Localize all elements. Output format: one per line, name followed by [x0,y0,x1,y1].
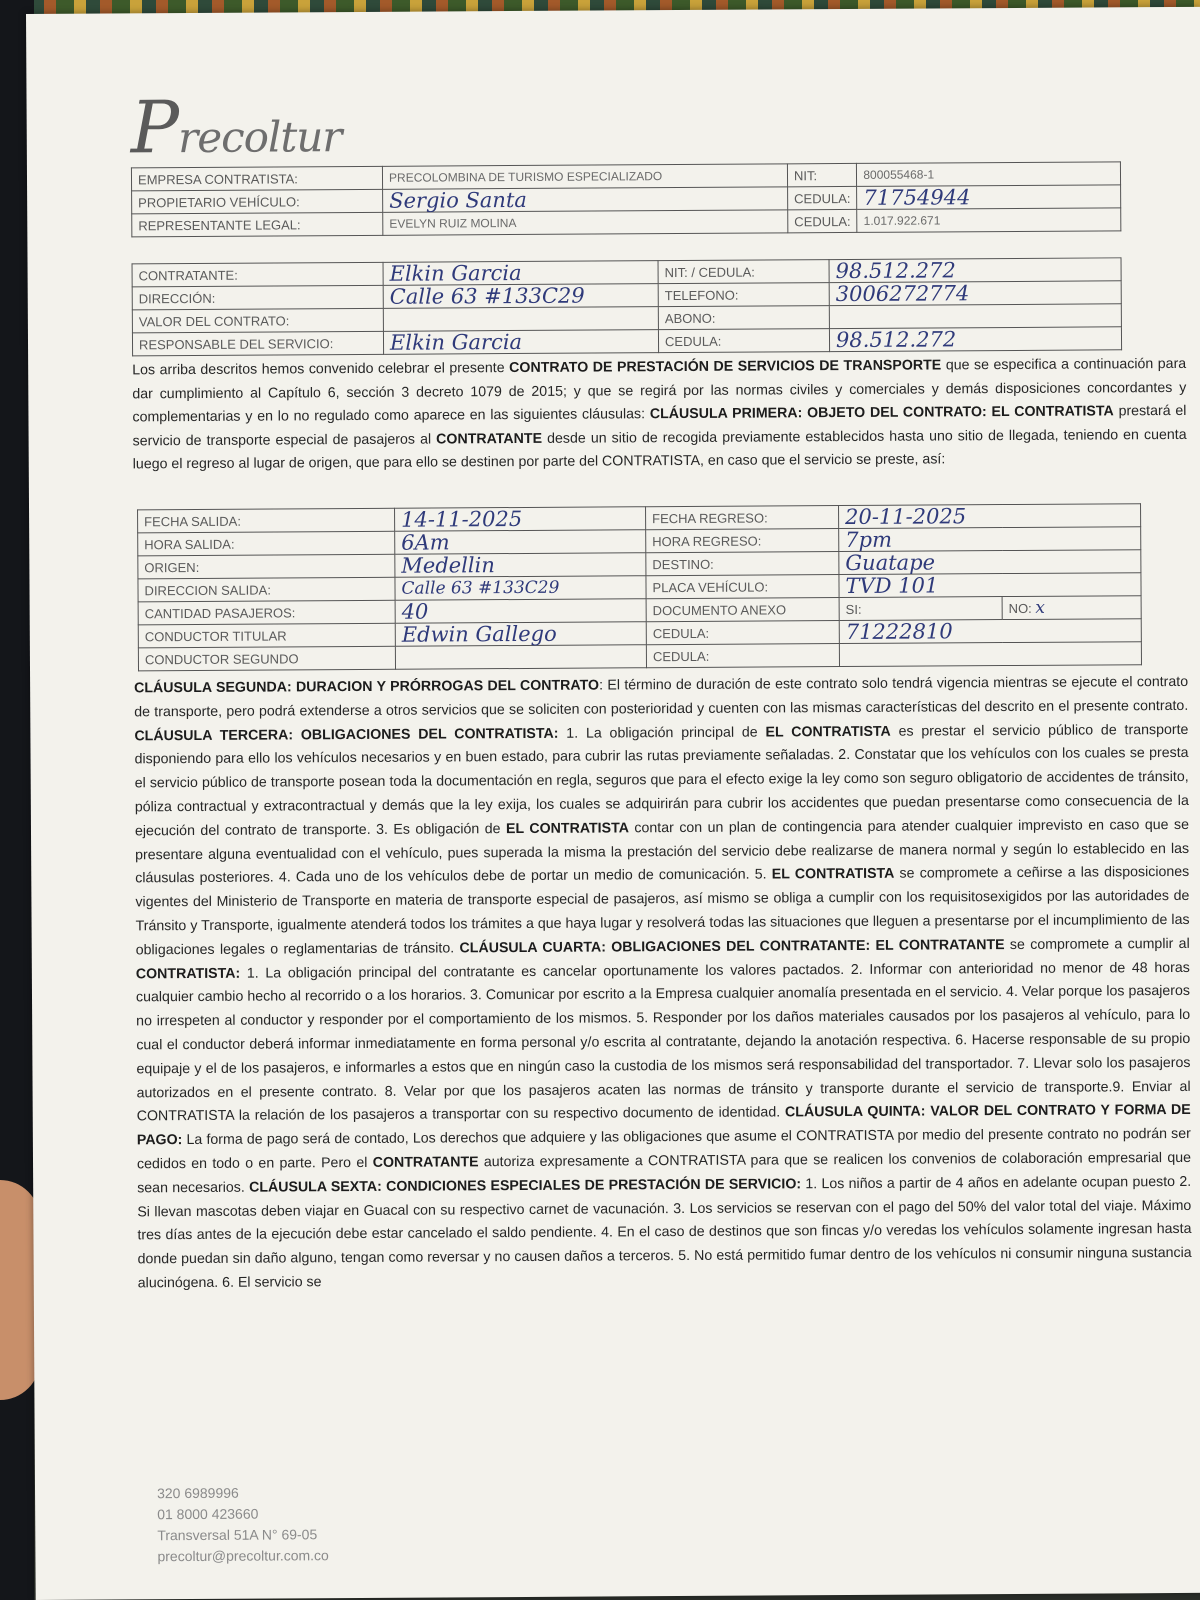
field-label: TELEFONO: [658,283,829,307]
field-label: PLACA VEHÍCULO: [646,575,839,599]
field-label: EMPRESA CONTRATISTA: [131,166,382,191]
field-value: EVELYN RUIZ MOLINA [383,210,788,235]
company-logo: Precoltur [130,85,342,170]
client-table [132,257,1123,356]
text: : El término de duración de este contrato solo tendrá vigencia mientras se ejecute el contrato de transporte, pero podrá extenderse a otros servicios que se soliciten con posterioridad y cuenten con las mismas características del descrito en el presente contrato. [134,673,1189,721]
field-label: CANTIDAD PASAJEROS: [138,600,395,625]
address: Transversal 51A N° 69-05 [157,1526,318,1544]
clause-heading: CLÁUSULA TERCERA: OBLIGACIONES DEL CONTRATISTA: [134,725,559,744]
field-label: CEDULA: [788,209,857,232]
field-label: VALOR DEL CONTRATO: [132,308,383,333]
field-label: REPRESENTANTE LEGAL: [132,212,383,237]
text: contar con un plan de contingencia para atender cualquier imprevisto en caso que se presentare alguna eventualidad con el vehículo, pues superada la misma la prestación del servicio debe realizarse de manera normal y según lo establecido en las cláusulas posteriores. 4. Cada uno de los vehículos debe de portar un medio de comunicación. 5. [135,816,1190,887]
handwritten-value: 7pm [839,527,1141,552]
handwritten-value: 71754944 [857,185,1121,210]
text: es prestar el servicio público de transporte disponiendo para ello los vehículos necesarios y en buen estado, para cubrir las rutas previamente señaladas. 2. Constatar que los vehículos con los cuales se presta el servicio público de transporte posean toda la documentación en regla, seguros que para el efecto exige la ley como son seguro obligatorio de accidentes de tránsito, póliza contractual y extracontractual y demás que la ley exija, los cuales se adquirirán para cubrir los accidentes que puedan presentarse como consecuencia de la ejecución del contrato de transporte. 3. Es obligación de [134,721,1189,840]
field-label: CONTRATANTE: [132,262,383,287]
field-label: CEDULA: [646,644,839,668]
contract-page [26,7,1200,1600]
handwritten-value: 14-11-2025 [395,507,646,532]
table-row [132,327,1121,356]
field-label: CONDUCTOR TITULAR [138,623,395,648]
field-value [839,642,1141,667]
text: que se especifica a continuación para dar cumplimiento al Capítulo 6, sección 3 decreto 1079 de 2015; y que se regirá por las normas civiles y comerciales y demás disposiciones concordantes y complementarias y en lo no regulado como aparece en las siguientes cláusulas: [132,355,1187,426]
text: 1. La obligación principal del contratante es cancelar oportunamente los valores pactados. 2. Informar con anterioridad no menor de 48 horas cualquier cambio hecho al recorrido o a los horarios. 3. Comunicar por escrito a la Empresa cualquier anomalía presentada en el servicio. 4. Velar porque los pasajeros no irrespeten al conductor y responder por el comportamiento de los mismos. 5. Responder por los daños materiales causados por los pasajeros al vehículo, para lo cual el conductor deberá informar inmediatamente en forma personal y/o escrita al contratante, dejando la anotación respectiva. 6. Hacerse responsable de su propio equipaje y el de los pasajeros, e informarles a estos que en ningún caso la custodia de los mismos será responsabilidad del transportador. 7. Llevar solo los pasajeros autorizados en el presente contrato. 8. Velar por que los pasajeros acaten las normas de tránsito y transporte durante el servicio de transporte.9. Enviar al CONTRATISTA la relación de los pasajeros a transportar con su respectivo documento de identidad. [135,959,1191,1125]
field-label: RESPONSABLE DEL SERVICIO: [132,331,383,356]
field-label: ABONO: [658,306,829,330]
phone-toll-free: 01 8000 423660 [157,1505,259,1523]
handwritten-value: Sergio Santa [383,187,788,212]
company-table [131,161,1121,237]
clause-heading: CLÁUSULA SEXTA: CONDICIONES ESPECIALES DE PRESTACIÓN DE SERVICIO: [248,1176,802,1196]
field-label: DIRECCION SALIDA: [138,577,395,602]
handwritten-value: TVD 101 [839,573,1141,598]
text: Los arriba descritos hemos convenido celebrar el presente [132,360,510,379]
handwritten-value: Calle 63 #133C29 [395,576,646,601]
email: precoltur@precoltur.com.co [157,1547,329,1565]
field-value: 800055468-1 [857,162,1121,187]
bold-text: CONTRATO DE PRESTACIÓN DE SERVICIOS DE TRANSPORTE [509,357,942,377]
handwritten-value: Guatape [839,550,1141,575]
field-value: PRECOLOMBINA DE TURISMO ESPECIALIZADO [382,164,787,189]
text: se compromete a ceñirse a las disposiciones vigentes del Ministerio de Transporte en materia de transporte especial de pasajeros, así mismo se obliga a cumplir con los requisitosexigidos por las autoridades de Tránsito y Transporte, igualmente atenderá todos los trámites a que haya lugar y resolverá todas las situaciones que lleguen a presentarse por el incumplimiento de las obligaciones legales o reglamentarias de tránsito. [135,864,1190,959]
field-label: NIT: / CEDULA: [658,260,829,284]
handwritten-value: 71222810 [839,619,1141,644]
text: 1. Los niños a partir de 4 años en adelante ocupan puesto 2. Si llevan mascotas deben viajar en Guacal con su respectivo carnet de vacunación. 3. Los servicios se reservan con el pago del 50% del valor total del viaje. Máximo tres días antes de la ejecución debe estar cancelado el saldo pendiente. 4. En el caso de destinos que son fincas y/o veredas los vehículos solamente ingresan hasta donde puedan sin daño alguno, tengan como reversar y no causen daños a terceros. 5. No está permitido fumar dentro de los vehículos ni consumir ninguna sustancia alucinógena. 6. El servicio se [137,1173,1192,1292]
field-value [395,645,646,670]
bold-text: CONTRATISTA: [135,965,241,982]
handwritten-value: Elkin Garcia [383,261,658,286]
intro-paragraph [132,353,1187,477]
handwritten-value: Elkin Garcia [383,330,658,355]
text: prestará el servicio de transporte especial de pasajeros al [132,403,1187,450]
anexo-no [1002,596,1141,620]
handwritten-value: 20-11-2025 [839,504,1141,529]
table-row [138,642,1141,671]
handwritten-value: 3006272774 [829,281,1121,306]
field-label: DESTINO: [646,552,839,576]
clause-heading: CLÁUSULA CUARTA: OBLIGACIONES DEL CONTRATANTE: EL CONTRATANTE [459,936,1005,957]
field-label: CEDULA: [658,329,829,353]
field-label: DIRECCIÓN: [132,285,383,310]
field-value: 1.017.922.671 [857,208,1121,233]
bold-text: EL CONTRATISTA [765,723,891,741]
field-label: ORIGEN: [138,554,395,579]
field-label: CEDULA: [646,621,839,645]
anexo-si: SI: [839,597,1002,621]
field-value [829,304,1121,329]
anexo-mark: x [1035,597,1046,618]
clauses-body [134,671,1192,1296]
anexo-no-label: NO: [1008,600,1032,617]
table-row [132,208,1121,237]
field-label: PROPIETARIO VEHÍCULO: [132,189,383,214]
text: se compromete a cumplir al [1004,935,1190,953]
clause-heading: CLÁUSULA PRIMERA: OBJETO DEL CONTRATO: EL CONTRATISTA [649,403,1114,423]
field-label: CEDULA: [788,186,857,209]
field-value [383,307,658,332]
text: 1. La obligación principal de [558,724,766,742]
bold-text: EL CONTRATISTA [771,866,895,883]
handwritten-value: Calle 63 #133C29 [383,284,658,309]
handwritten-value: 40 [395,599,646,624]
handwritten-value: 98.512.272 [829,327,1121,352]
clause-heading: CLÁUSULA SEGUNDA: DURACION Y PRÓRROGAS DEL CONTRATO [134,677,600,697]
text: La forma de pago será de contado, Los derechos que adquiere y las obligaciones que asume el CONTRATISTA por medio del presente contrato no podrán ser cedidos en todo o en parte. Pero el [136,1126,1191,1173]
text: desde un sitio de recogida previamente establecidos hasta uno sitio de llegada, teniendo en cuenta luego el regreso al lugar de origen, que para ello se destinen por parte del CONTRATISTA, en caso que el servicio se preste, así: [132,426,1187,473]
handwritten-value: 98.512.272 [829,258,1121,283]
clause-heading: CLÁUSULA QUINTA: VALOR DEL CONTRATO Y FORMA DE PAGO: [136,1102,1191,1149]
bold-text: CONTRATANTE [436,430,543,448]
bold-text: CONTRATANTE [372,1154,479,1171]
trip-table [137,503,1142,671]
bold-text: EL CONTRATISTA [505,820,629,837]
text: autoriza expresamente a CONTRATISTA para que se realicen los convenios de colaboración empresarial que sean necesarios. [137,1149,1192,1197]
handwritten-value: Medellin [395,553,646,578]
phone-mobile: 320 6989996 [156,1484,239,1502]
field-label: HORA SALIDA: [138,531,395,556]
field-label: CONDUCTOR SEGUNDO [138,646,395,671]
handwritten-value: Edwin Gallego [395,622,646,647]
handwritten-value: 6Am [395,530,646,555]
field-label: FECHA REGRESO: [646,506,839,530]
field-label: DOCUMENTO ANEXO [646,598,839,622]
contact-footer [157,1482,329,1567]
field-label: FECHA SALIDA: [138,508,395,533]
field-label: NIT: [787,163,856,186]
field-label: HORA REGRESO: [646,529,839,553]
